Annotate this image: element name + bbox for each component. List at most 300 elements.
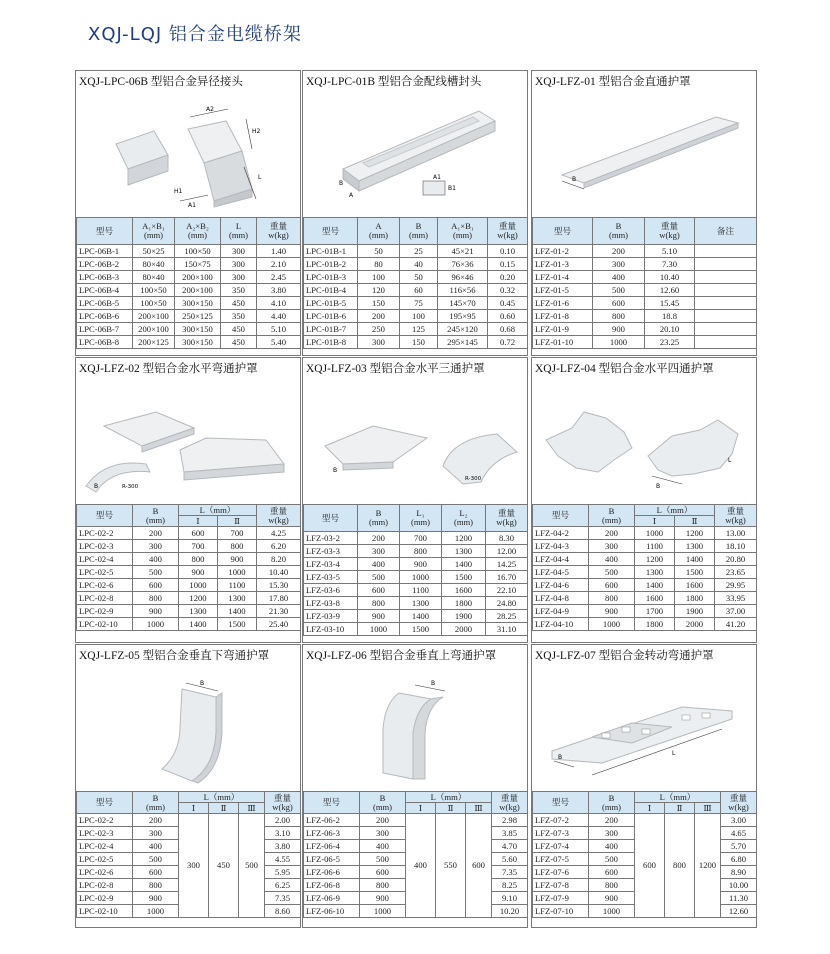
column-header: Ⅰ	[179, 516, 218, 527]
table-cell: 8.90	[721, 866, 757, 879]
column-header: L（mm）	[179, 505, 257, 516]
column-header: Ⅰ	[635, 803, 665, 814]
table-cell: 400	[133, 840, 179, 853]
table-cell: 500	[589, 853, 635, 866]
table-cell: 20.80	[715, 553, 757, 566]
table-cell: LFZ-03-6	[304, 584, 358, 597]
table-cell: 23.25	[645, 336, 695, 349]
table-cell: 300	[358, 545, 400, 558]
table-cell: 600	[133, 866, 179, 879]
table-cell: LPC-02-8	[77, 879, 133, 892]
column-header: Ⅲ	[239, 803, 265, 814]
column-header: A₁×B₁ (mm)	[133, 218, 175, 245]
column-header: L（mm）	[635, 792, 721, 803]
table-cell: 1000	[589, 905, 635, 918]
dim-label-l: L	[672, 750, 676, 757]
column-header: 型号	[77, 218, 133, 245]
table-cell: 900	[589, 605, 635, 618]
table-cell: 125	[400, 323, 438, 336]
table-cell: 0.68	[488, 323, 528, 336]
table-cell: 23.65	[715, 566, 757, 579]
table-row	[304, 323, 528, 336]
table-cell: 900	[179, 566, 218, 579]
table-cell: 1000	[179, 579, 218, 592]
table-cell	[695, 297, 757, 310]
table-cell: 400	[589, 553, 635, 566]
table-cell: 100	[358, 271, 400, 284]
table-cell: LPC-02-2	[77, 527, 133, 540]
column-header: Ⅱ	[436, 803, 466, 814]
table-cell	[695, 284, 757, 297]
table-cell: LFZ-06-10	[304, 905, 360, 918]
table-cell: 800	[358, 597, 400, 610]
spec-table	[532, 504, 757, 631]
table-cell: 1500	[675, 566, 715, 579]
table-cell	[695, 258, 757, 271]
table-row	[77, 814, 301, 827]
table-cell: 3.85	[492, 827, 528, 840]
table-cell: 200	[593, 245, 645, 258]
table-cell: LFZ-06-3	[304, 827, 360, 840]
table-cell: 450	[221, 323, 257, 336]
table-cell: 300	[358, 336, 400, 349]
table-cell: 10.20	[492, 905, 528, 918]
table-row	[533, 527, 757, 540]
table-row	[77, 579, 301, 592]
table-cell: 14.25	[486, 558, 528, 571]
table-cell: 1700	[635, 605, 675, 618]
table-row	[533, 336, 757, 349]
table-cell: 1300	[218, 592, 257, 605]
panel-lfz-01	[531, 70, 757, 356]
table-row	[304, 571, 528, 584]
table-cell: 76×36	[438, 258, 488, 271]
table-row	[77, 553, 301, 566]
table-cell: LPC-06B-6	[77, 310, 133, 323]
table-cell: 600	[593, 297, 645, 310]
table-cell: 2.45	[257, 271, 301, 284]
table-cell: 500	[239, 814, 265, 918]
table-cell: 900	[589, 892, 635, 905]
panel-title: XQJ-LFZ-07 型铝合金转动弯通护罩	[535, 650, 714, 662]
table-cell: 350	[221, 284, 257, 297]
table-cell: 1900	[442, 610, 486, 623]
table-cell: 100×50	[133, 284, 175, 297]
table-cell: LFZ-01-5	[533, 284, 593, 297]
table-cell: 8.25	[492, 879, 528, 892]
table-row	[77, 245, 301, 258]
table-cell: 1300	[635, 566, 675, 579]
table-cell: 24.80	[486, 597, 528, 610]
table-cell: 300	[133, 827, 179, 840]
table-cell: 150×75	[175, 258, 221, 271]
column-header: Ⅱ	[218, 516, 257, 527]
table-cell: 1400	[179, 618, 218, 631]
table-row	[533, 323, 757, 336]
table-cell: LPC-06B-3	[77, 271, 133, 284]
table-cell: 13.00	[715, 527, 757, 540]
table-cell: 800	[589, 879, 635, 892]
table-row	[304, 297, 528, 310]
table-row	[77, 258, 301, 271]
table-cell: LPC-02-9	[77, 605, 133, 618]
table-cell: LPC-01B-8	[304, 336, 358, 349]
dim-label-l: L	[258, 174, 262, 181]
column-header: 重量 w(kg)	[486, 505, 528, 532]
table-cell: 900	[133, 892, 179, 905]
table-cell: 400	[133, 553, 179, 566]
reducer-illustration	[76, 89, 300, 217]
table-cell: 1500	[218, 618, 257, 631]
table-cell: 300	[221, 258, 257, 271]
table-cell: LPC-06B-2	[77, 258, 133, 271]
column-header: 重量 w(kg)	[488, 218, 528, 245]
table-row	[304, 336, 528, 349]
table-row	[304, 532, 528, 545]
column-header: 型号	[77, 505, 133, 527]
dim-label-a2: A2	[206, 106, 214, 113]
table-cell: 0.72	[488, 336, 528, 349]
table-cell: LPC-02-2	[77, 814, 133, 827]
table-cell: LPC-02-6	[77, 866, 133, 879]
column-header: B (mm)	[358, 505, 400, 532]
table-cell: 200	[589, 814, 635, 827]
table-cell: LFZ-06-6	[304, 866, 360, 879]
column-header: A₂×B₂ (mm)	[175, 218, 221, 245]
panel-title: XQJ-LFZ-01 型铝合金直通护罩	[535, 76, 691, 88]
table-cell: 200	[133, 527, 179, 540]
table-cell: 60	[400, 284, 438, 297]
dim-label-a1: A1	[433, 174, 441, 181]
table-cell: 45×21	[438, 245, 488, 258]
column-header: 备注	[695, 218, 757, 245]
table-cell: 2.00	[265, 814, 301, 827]
table-cell: 8.20	[257, 553, 301, 566]
dim-label-b: B	[656, 483, 661, 490]
table-cell: 25	[400, 245, 438, 258]
table-row	[77, 618, 301, 631]
table-cell: 300	[589, 540, 635, 553]
panel-lfz-06	[302, 644, 528, 928]
table-cell: 500	[589, 566, 635, 579]
table-cell: 80×40	[133, 258, 175, 271]
table-cell: 200	[360, 814, 406, 827]
table-cell: 31.10	[486, 623, 528, 636]
table-cell: LPC-01B-2	[304, 258, 358, 271]
table-cell: 7.30	[645, 258, 695, 271]
table-cell: LPC-02-8	[77, 592, 133, 605]
table-cell: 400	[406, 814, 436, 918]
panel-lpc-06b	[75, 70, 301, 356]
panel-title: XQJ-LFZ-06 型铝合金垂直上弯通护罩	[306, 650, 497, 662]
panel-lpc-01b	[302, 70, 528, 356]
table-cell: 800	[593, 310, 645, 323]
table-row	[304, 284, 528, 297]
table-cell: 1100	[400, 584, 442, 597]
table-cell: 10.00	[721, 879, 757, 892]
table-cell: 800	[133, 879, 179, 892]
table-cell: 400	[589, 840, 635, 853]
column-header: B (mm)	[589, 792, 635, 814]
table-cell: 1400	[675, 553, 715, 566]
column-header: B (mm)	[400, 218, 438, 245]
table-row	[77, 297, 301, 310]
panel-lfz-02	[75, 357, 301, 643]
table-row	[533, 245, 757, 258]
table-cell: 4.25	[257, 527, 301, 540]
table-cell: LPC-01B-6	[304, 310, 358, 323]
table-cell: 400	[360, 840, 406, 853]
spec-table	[303, 791, 528, 918]
table-cell	[695, 310, 757, 323]
table-cell: 11.30	[721, 892, 757, 905]
table-cell: 10.40	[257, 566, 301, 579]
table-cell: LFZ-04-4	[533, 553, 589, 566]
table-row	[77, 592, 301, 605]
table-cell: 25.40	[257, 618, 301, 631]
table-cell: LFZ-03-2	[304, 532, 358, 545]
table-cell: 800	[400, 545, 442, 558]
table-cell: 300	[221, 271, 257, 284]
column-header: B (mm)	[360, 792, 406, 814]
panel-title: XQJ-LFZ-04 型铝合金水平四通护罩	[535, 363, 714, 375]
column-header: Ⅱ	[209, 803, 239, 814]
dim-label-h1: H1	[174, 188, 183, 195]
table-cell: 250×125	[175, 310, 221, 323]
column-header: L (mm)	[221, 218, 257, 245]
table-cell: LPC-02-5	[77, 853, 133, 866]
panel-title: XQJ-LPC-01B 型铝合金配线槽封头	[306, 76, 482, 88]
table-cell	[695, 323, 757, 336]
panel-title: XQJ-LFZ-05 型铝合金垂直下弯通护罩	[79, 650, 270, 662]
dim-label-b: B	[333, 467, 338, 474]
column-header: Ⅲ	[466, 803, 492, 814]
table-cell: 600	[589, 579, 635, 592]
table-cell: LFZ-03-9	[304, 610, 358, 623]
table-cell: 41.20	[715, 618, 757, 631]
dim-label-b: B	[558, 754, 563, 761]
table-row	[77, 323, 301, 336]
table-cell: LFZ-06-5	[304, 853, 360, 866]
dim-label-h2: H2	[252, 128, 261, 135]
spec-table	[76, 791, 301, 918]
table-cell: LPC-06B-1	[77, 245, 133, 258]
column-header: 重量 w(kg)	[492, 792, 528, 814]
table-cell: LFZ-07-6	[533, 866, 589, 879]
table-cell: 0.20	[488, 271, 528, 284]
table-cell: 6.25	[265, 879, 301, 892]
table-cell: LPC-01B-7	[304, 323, 358, 336]
table-cell: 1600	[635, 592, 675, 605]
table-cell: 3.10	[265, 827, 301, 840]
table-cell: 300	[179, 814, 209, 918]
table-cell: LFZ-03-10	[304, 623, 358, 636]
table-cell: 1400	[218, 605, 257, 618]
table-cell: 200×100	[175, 271, 221, 284]
table-cell: 0.10	[488, 245, 528, 258]
table-cell: LPC-06B-8	[77, 336, 133, 349]
spec-table	[303, 217, 528, 349]
table-row	[533, 618, 757, 631]
table-cell: 100×50	[133, 297, 175, 310]
table-cell: 5.10	[645, 245, 695, 258]
table-cell: 450	[209, 814, 239, 918]
table-cell: 1500	[442, 571, 486, 584]
table-cell: LFZ-01-4	[533, 271, 593, 284]
table-cell: 350	[221, 310, 257, 323]
table-cell: 200×100	[133, 323, 175, 336]
table-cell: LFZ-04-3	[533, 540, 589, 553]
table-cell: 500	[133, 566, 179, 579]
table-cell: 0.32	[488, 284, 528, 297]
table-cell: 1300	[400, 597, 442, 610]
table-cell: 50×25	[133, 245, 175, 258]
table-cell: 1000	[589, 618, 635, 631]
table-cell: LPC-02-4	[77, 840, 133, 853]
column-header: 重量 w(kg)	[645, 218, 695, 245]
column-header: L（mm）	[635, 505, 715, 516]
table-cell: 5.60	[492, 853, 528, 866]
table-cell: LFZ-01-2	[533, 245, 593, 258]
table-row	[304, 610, 528, 623]
table-cell: 400	[593, 271, 645, 284]
table-cell: 10.40	[645, 271, 695, 284]
column-header: L（mm）	[406, 792, 492, 803]
table-row	[533, 297, 757, 310]
table-cell: LFZ-03-3	[304, 545, 358, 558]
table-cell: LFZ-07-10	[533, 905, 589, 918]
table-cell: 2000	[442, 623, 486, 636]
column-header: Ⅱ	[665, 803, 695, 814]
table-cell: 600	[133, 579, 179, 592]
table-row	[533, 605, 757, 618]
table-cell: 6.20	[257, 540, 301, 553]
table-cell: LPC-01B-1	[304, 245, 358, 258]
panel-lfz-07	[531, 644, 757, 928]
table-cell: 200	[358, 310, 400, 323]
table-row	[304, 558, 528, 571]
table-row	[304, 310, 528, 323]
page-title: XQJ-LQJ 铝合金电缆桥架	[88, 24, 302, 45]
table-row	[77, 566, 301, 579]
table-cell: 75	[400, 297, 438, 310]
table-cell: 300	[133, 540, 179, 553]
table-cell: 1800	[442, 597, 486, 610]
table-cell: 2.98	[492, 814, 528, 827]
table-cell: 1900	[675, 605, 715, 618]
table-cell: 7.35	[265, 892, 301, 905]
table-cell: 500	[593, 284, 645, 297]
table-cell: 450	[221, 297, 257, 310]
table-cell: 12.00	[486, 545, 528, 558]
table-cell: LFZ-03-8	[304, 597, 358, 610]
table-cell: LPC-01B-5	[304, 297, 358, 310]
table-cell: 300	[221, 245, 257, 258]
table-row	[304, 271, 528, 284]
table-cell: 15.45	[645, 297, 695, 310]
table-row	[533, 310, 757, 323]
table-cell: 116×56	[438, 284, 488, 297]
table-cell: 22.10	[486, 584, 528, 597]
table-cell: 800	[589, 592, 635, 605]
table-cell: 300	[360, 827, 406, 840]
table-cell: LFZ-04-9	[533, 605, 589, 618]
table-cell: 50	[400, 271, 438, 284]
table-cell: 500	[360, 853, 406, 866]
table-cell: 0.45	[488, 297, 528, 310]
table-cell: 18.10	[715, 540, 757, 553]
table-cell: 250	[358, 323, 400, 336]
table-cell: LPC-02-10	[77, 618, 133, 631]
column-header: 型号	[533, 505, 589, 527]
table-cell: 1200	[442, 532, 486, 545]
table-cell: 0.15	[488, 258, 528, 271]
table-cell: 300×150	[175, 297, 221, 310]
table-cell: 200×125	[133, 336, 175, 349]
table-cell	[695, 336, 757, 349]
table-cell: LPC-02-10	[77, 905, 133, 918]
table-cell: 120	[358, 284, 400, 297]
table-cell: 1000	[593, 336, 645, 349]
table-row	[77, 527, 301, 540]
horizontal-tee-illustration	[303, 376, 527, 504]
table-cell: 50	[358, 245, 400, 258]
table-cell: 600	[358, 584, 400, 597]
table-cell: 1000	[133, 905, 179, 918]
table-cell: 1.40	[257, 245, 301, 258]
vertical-down-elbow-illustration	[76, 663, 300, 791]
column-header: L（mm）	[179, 792, 265, 803]
table-cell: 1800	[675, 592, 715, 605]
table-cell: 4.40	[257, 310, 301, 323]
table-cell: 5.10	[257, 323, 301, 336]
dim-label-r: R-300	[122, 484, 139, 490]
dim-label-a: A	[349, 192, 354, 199]
table-cell: LFZ-06-9	[304, 892, 360, 905]
table-cell: 3.00	[721, 814, 757, 827]
table-row	[533, 271, 757, 284]
table-row	[77, 540, 301, 553]
spec-table	[76, 217, 301, 349]
table-cell: 29.95	[715, 579, 757, 592]
table-cell: 6.80	[721, 853, 757, 866]
table-cell: 1200	[695, 814, 721, 918]
table-cell: 21.30	[257, 605, 301, 618]
table-cell: 2.10	[257, 258, 301, 271]
table-cell: 800	[133, 592, 179, 605]
table-cell: 295×145	[438, 336, 488, 349]
table-cell: 800	[179, 553, 218, 566]
table-cell: 200×100	[133, 310, 175, 323]
column-header: 型号	[304, 792, 360, 814]
table-cell: 5.40	[257, 336, 301, 349]
column-header: 型号	[77, 792, 133, 814]
vertical-up-elbow-illustration	[303, 663, 527, 791]
table-cell: LFZ-04-2	[533, 527, 589, 540]
table-cell: 600	[179, 527, 218, 540]
table-cell: LFZ-07-8	[533, 879, 589, 892]
table-cell: 500	[358, 571, 400, 584]
table-cell: 700	[400, 532, 442, 545]
table-row	[304, 584, 528, 597]
table-cell: 1000	[358, 623, 400, 636]
table-cell: 600	[635, 814, 665, 918]
table-row	[533, 553, 757, 566]
horizontal-elbow-illustration	[76, 376, 300, 504]
column-header: Ⅱ	[675, 516, 715, 527]
table-row	[533, 579, 757, 592]
table-cell: 800	[665, 814, 695, 918]
